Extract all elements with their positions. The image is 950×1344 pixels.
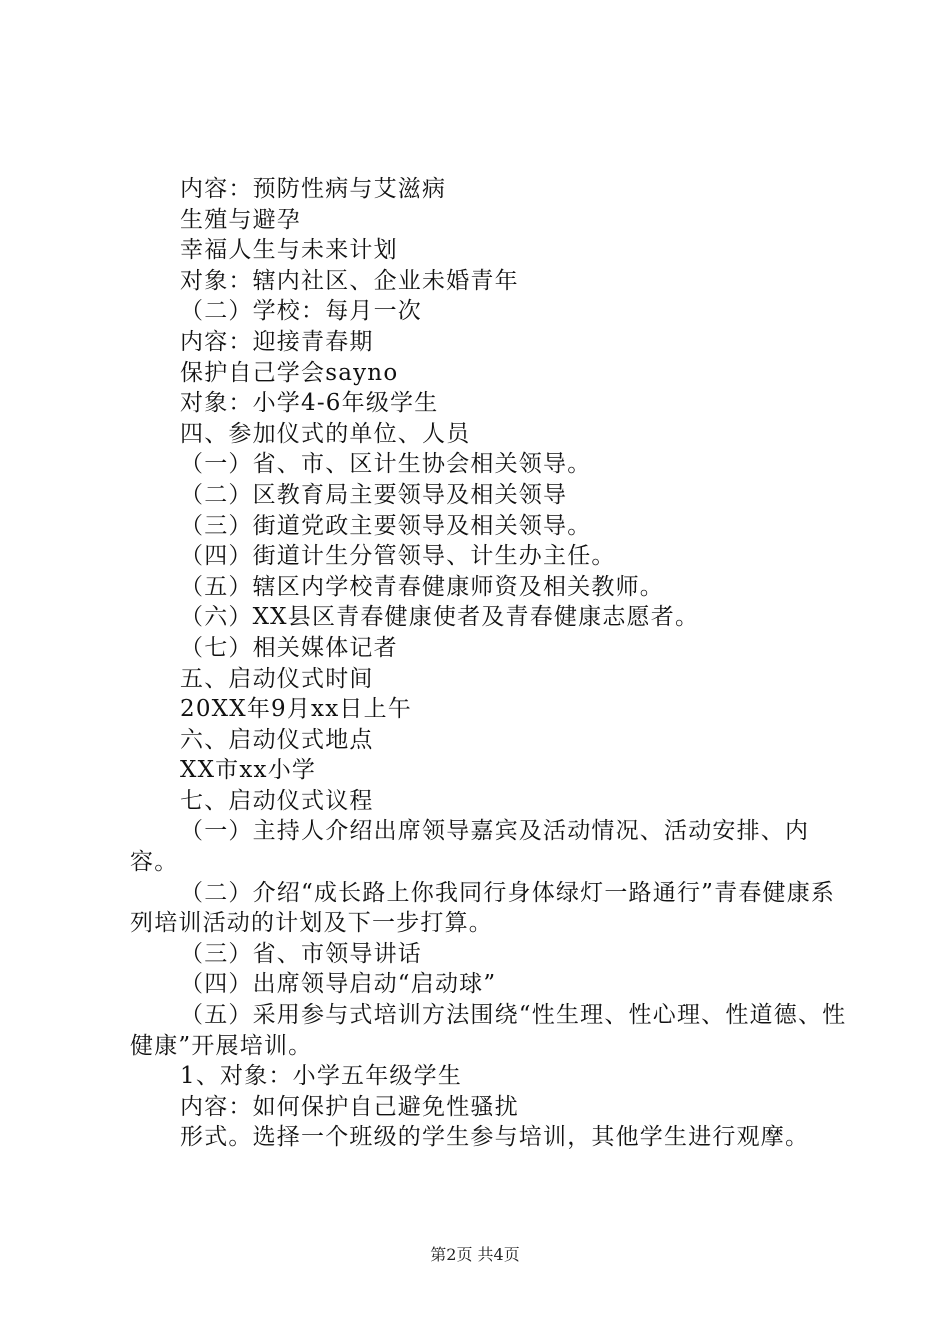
text-line: （五）辖区内学校青春健康师资及相关教师。 xyxy=(180,573,664,600)
text-line: （二）区教育局主要领导及相关领导 xyxy=(180,481,568,508)
section-heading: 六、启动仪式地点 xyxy=(180,726,374,753)
text-line: 对象：辖内社区、企业未婚青年 xyxy=(180,267,519,294)
section-heading: 七、启动仪式议程 xyxy=(180,787,374,814)
text-line: 20XX年9月xx日上午 xyxy=(180,696,412,723)
text-line: 对象：小学4-6年级学生 xyxy=(180,390,439,417)
text-line: 内容：迎接青春期 xyxy=(180,328,374,355)
text-line: XX市xx小学 xyxy=(180,757,317,784)
page-footer xyxy=(0,1242,950,1265)
text-line: 形式。选择一个班级的学生参与培训，其他学生进行观摩。 xyxy=(180,1124,810,1151)
text-line: （六）XX县区青春健康使者及青春健康志愿者。 xyxy=(180,604,700,631)
paragraph: （一）主持人介绍出席领导嘉宾及活动情况、活动安排、内容。 xyxy=(130,818,810,876)
text-line: 保护自己学会sayno xyxy=(180,359,399,386)
text-line: 幸福人生与未来计划 xyxy=(180,237,398,264)
text-line: 内容：如何保护自己避免性骚扰 xyxy=(180,1093,519,1120)
text-line: （四）街道计生分管领导、计生办主任。 xyxy=(180,543,616,570)
text-line: 1、对象：小学五年级学生 xyxy=(180,1063,463,1090)
paragraph: （二）介绍“成长路上你我同行身体绿灯一路通行”青春健康系列培训活动的计划及下一步打算。 xyxy=(130,879,836,937)
page-number-label: 第2页 共4页 xyxy=(430,1245,520,1264)
text-line: （二）学校：每月一次 xyxy=(180,298,422,325)
section-heading: 五、启动仪式时间 xyxy=(180,665,374,692)
text-line: （七）相关媒体记者 xyxy=(180,634,398,661)
paragraph: （五）采用参与式培训方法围绕“性生理、性心理、性道德、性健康”开展培训。 xyxy=(130,1002,847,1059)
text-line: （三）省、市领导讲话 xyxy=(180,940,422,967)
text-line: 内容：预防性病与艾滋病 xyxy=(180,176,447,202)
document-body xyxy=(130,174,850,1153)
section-heading: 四、参加仪式的单位、人员 xyxy=(180,420,471,447)
text-line: （四）出席领导启动“启动球” xyxy=(180,971,497,998)
text-line: （三）街道党政主要领导及相关领导。 xyxy=(180,512,592,539)
text-line: （一）省、市、区计生协会相关领导。 xyxy=(180,451,592,478)
text-line: 生殖与避孕 xyxy=(180,206,301,233)
